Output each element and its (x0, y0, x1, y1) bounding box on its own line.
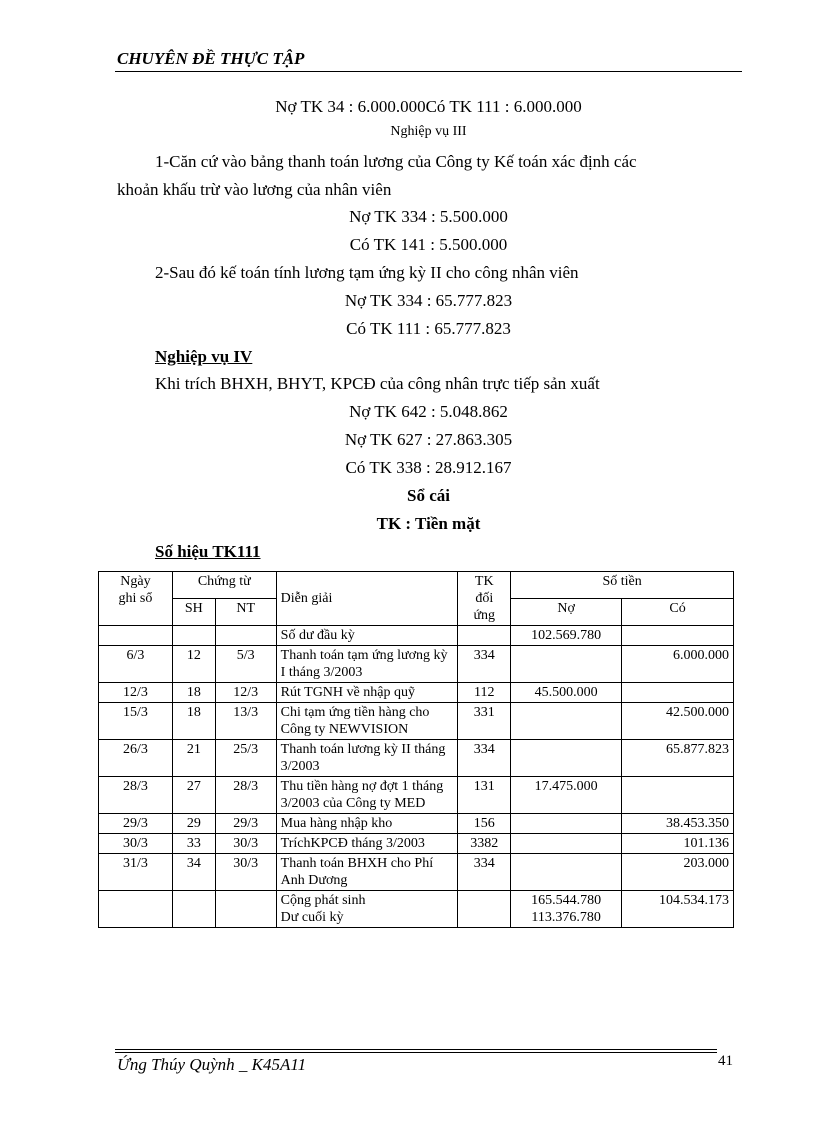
row-debit (511, 854, 622, 891)
ledger-title: Sổ cái (407, 486, 450, 505)
entry-a: Nợ TK 34 : 6.000.000Có TK 111 : 6.000.000 (275, 97, 582, 116)
col-header-amount: Số tiền (511, 572, 734, 599)
row-sh: 18 (172, 683, 215, 703)
op4-entry1: Nợ TK 642 : 5.048.862 (349, 402, 508, 421)
col-header-voucher: Chứng từ (172, 572, 276, 599)
row-nt: 5/3 (215, 646, 276, 683)
row-nt: 28/3 (215, 777, 276, 814)
totals-credit: 104.534.173 (622, 891, 734, 928)
header-title: CHUYÊN ĐỀ THỰC TẬP (117, 49, 305, 68)
opening-desc: Số dư đầu kỳ (276, 626, 458, 646)
op3-entry4: Có TK 111 : 65.777.823 (346, 319, 511, 338)
col-header-credit: Có (622, 599, 734, 626)
row-account: 112 (458, 683, 511, 703)
row-account: 334 (458, 854, 511, 891)
account-label: Số hiệu TK111 (155, 542, 261, 561)
row-debit (511, 814, 622, 834)
col-header-debit: Nợ (511, 599, 622, 626)
row-date: 29/3 (99, 814, 173, 834)
op4-entry3: Có TK 338 : 28.912.167 (345, 458, 512, 477)
row-credit: 203.000 (622, 854, 734, 891)
op3-entry1: Nợ TK 334 : 5.500.000 (349, 207, 508, 226)
row-desc: Rút TGNH về nhập quỹ (276, 683, 458, 703)
row-nt: 30/3 (215, 854, 276, 891)
col-header-date: Ngày ghi sổ (99, 572, 173, 626)
row-desc: Chi tạm ứng tiền hàng cho Công ty NEWVISION (276, 703, 458, 740)
col-header-nt: NT (215, 599, 276, 626)
opening-balance-row (99, 626, 734, 646)
row-desc: Thanh toán tạm ứng lương kỳ I tháng 3/2003 (276, 646, 458, 683)
row-desc: Thu tiền hàng nợ đợt 1 tháng 3/2003 của Công ty MED (276, 777, 458, 814)
row-desc: Mua hàng nhập kho (276, 814, 458, 834)
totals-debit: 165.544.780 113.376.780 (511, 891, 622, 928)
footer-divider-bottom (115, 1052, 717, 1053)
op3-paragraph1-line1: 1-Căn cứ vào bảng thanh toán lương của Công ty Kế toán xác định các (155, 152, 637, 171)
table-row (99, 777, 734, 814)
row-debit: 17.475.000 (511, 777, 622, 814)
row-nt: 12/3 (215, 683, 276, 703)
op3-entry2: Có TK 141 : 5.500.000 (349, 235, 508, 254)
table-header-row (99, 572, 734, 599)
row-sh: 34 (172, 854, 215, 891)
op3-paragraph2: 2-Sau đó kế toán tính lương tạm ứng kỳ II cho công nhân viên (155, 263, 579, 282)
row-account: 331 (458, 703, 511, 740)
op3-entry3: Nợ TK 334 : 65.777.823 (344, 291, 513, 310)
row-sh: 18 (172, 703, 215, 740)
row-date: 30/3 (99, 834, 173, 854)
row-debit (511, 740, 622, 777)
row-credit: 6.000.000 (622, 646, 734, 683)
row-credit: 101.136 (622, 834, 734, 854)
row-credit: 65.877.823 (622, 740, 734, 777)
table-row (99, 646, 734, 683)
row-date: 26/3 (99, 740, 173, 777)
op3-title: Nghiệp vụ III (390, 124, 467, 139)
row-account: 334 (458, 740, 511, 777)
page-number: 41 (718, 1053, 733, 1069)
row-debit (511, 834, 622, 854)
row-debit (511, 646, 622, 683)
ledger-table (98, 571, 734, 928)
row-desc: Thanh toán lương kỳ II tháng 3/2003 (276, 740, 458, 777)
row-sh: 33 (172, 834, 215, 854)
table-row (99, 740, 734, 777)
totals-desc: Cộng phát sinh Dư cuối kỳ (276, 891, 458, 928)
opening-debit: 102.569.780 (511, 626, 622, 646)
footer-author: Ứng Thúy Quỳnh _ K45A11 (117, 1055, 307, 1074)
row-credit (622, 683, 734, 703)
row-desc: Thanh toán BHXH cho Phí Anh Dương (276, 854, 458, 891)
row-date: 31/3 (99, 854, 173, 891)
row-nt: 30/3 (215, 834, 276, 854)
row-debit: 45.500.000 (511, 683, 622, 703)
row-desc: TríchKPCĐ tháng 3/2003 (276, 834, 458, 854)
table-row (99, 814, 734, 834)
op4-entry2: Nợ TK 627 : 27.863.305 (344, 430, 513, 449)
totals-row (99, 891, 734, 928)
op4-paragraph: Khi trích BHXH, BHYT, KPCĐ của công nhân trực tiếp sản xuất (155, 374, 600, 393)
table-row (99, 683, 734, 703)
op4-title: Nghiệp vụ IV (155, 347, 253, 366)
table-row (99, 834, 734, 854)
row-date: 6/3 (99, 646, 173, 683)
col-header-description: Diễn giải (276, 572, 458, 626)
row-debit (511, 703, 622, 740)
row-credit: 42.500.000 (622, 703, 734, 740)
op3-paragraph1-line2: khoản khấu trừ vào lương của nhân viên (117, 180, 392, 199)
row-account: 334 (458, 646, 511, 683)
row-sh: 21 (172, 740, 215, 777)
row-date: 12/3 (99, 683, 173, 703)
ledger-subtitle: TK : Tiền mặt (376, 514, 481, 533)
row-account: 131 (458, 777, 511, 814)
row-date: 28/3 (99, 777, 173, 814)
row-credit: 38.453.350 (622, 814, 734, 834)
row-account: 3382 (458, 834, 511, 854)
col-header-account: TK đối ứng (458, 572, 511, 626)
row-credit (622, 777, 734, 814)
row-account: 156 (458, 814, 511, 834)
row-nt: 13/3 (215, 703, 276, 740)
row-sh: 12 (172, 646, 215, 683)
table-row (99, 854, 734, 891)
col-header-sh: SH (172, 599, 215, 626)
row-nt: 29/3 (215, 814, 276, 834)
row-sh: 29 (172, 814, 215, 834)
row-sh: 27 (172, 777, 215, 814)
footer-divider-top (115, 1049, 717, 1050)
header-divider (115, 71, 742, 72)
table-row (99, 703, 734, 740)
row-nt: 25/3 (215, 740, 276, 777)
row-date: 15/3 (99, 703, 173, 740)
